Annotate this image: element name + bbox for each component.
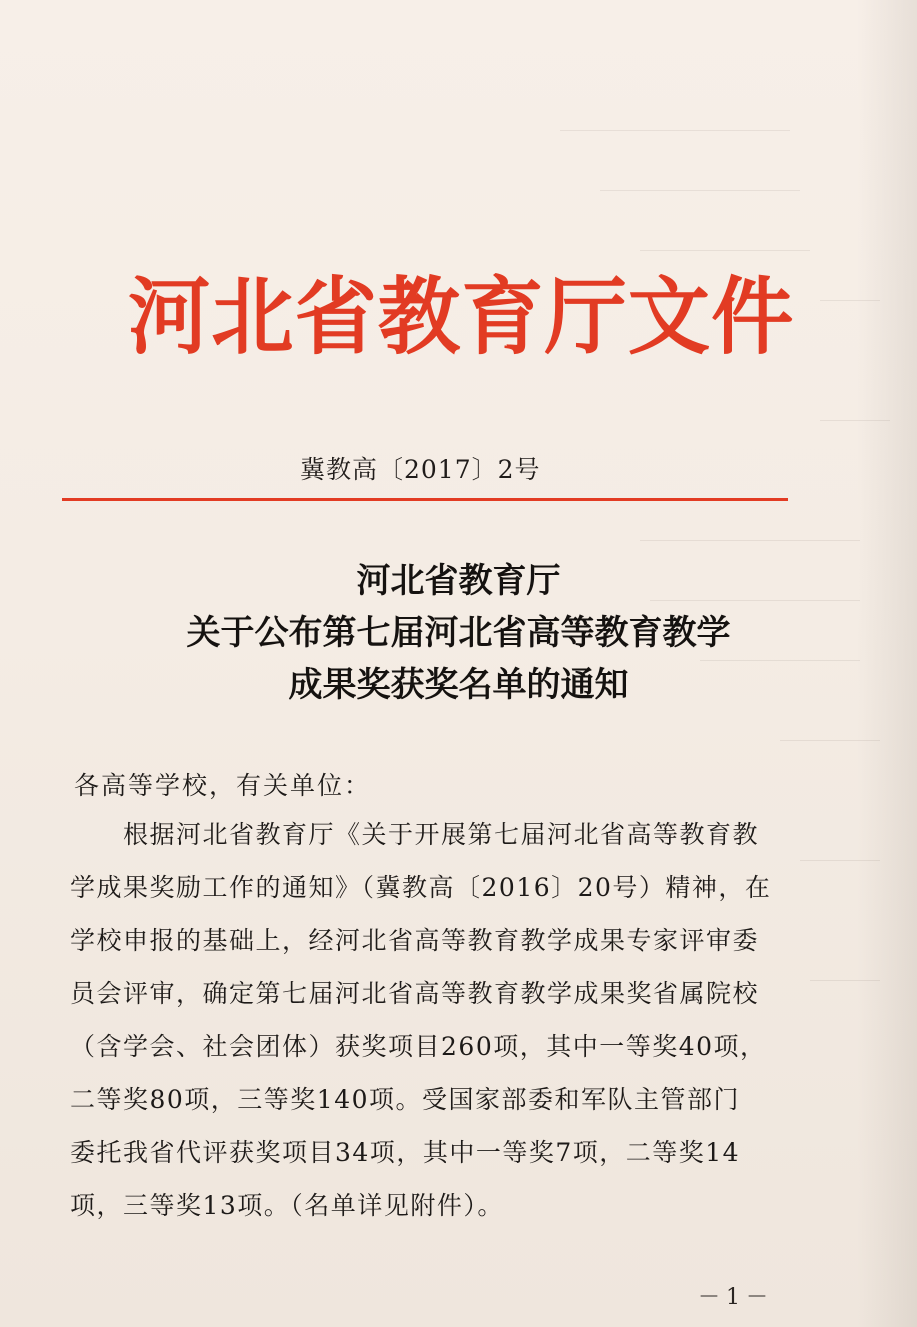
body-line: 委托我省代评获奖项目34项，其中一等奖7项，二等奖14 bbox=[70, 1138, 741, 1167]
body-line: 项，三等奖13项。（名单详见附件）。 bbox=[70, 1191, 504, 1220]
body-line: （含学会、社会团体）获奖项目260项，其中一等奖40项， bbox=[70, 1032, 767, 1061]
red-divider-line bbox=[62, 498, 788, 501]
notice-title bbox=[60, 555, 857, 711]
bleed-through-line bbox=[640, 540, 860, 541]
masthead-title: 河北省教育厅文件 bbox=[128, 268, 795, 366]
bleed-through-line bbox=[600, 190, 800, 191]
body-line: 二等奖80项，三等奖140项。受国家部委和军队主管部门 bbox=[70, 1085, 741, 1114]
page-number: －1－ bbox=[698, 1285, 774, 1310]
salutation: 各高等学校，有关单位： bbox=[74, 771, 372, 800]
title-line-3: 成果奖获奖名单的通知 bbox=[288, 665, 629, 705]
title-line-1: 河北省教育厅 bbox=[356, 561, 561, 601]
document-number: 冀教高〔2017〕2号 bbox=[300, 455, 541, 484]
body-line: 学校申报的基础上，经河北省高等教育教学成果专家评审委 bbox=[70, 926, 760, 955]
bleed-through-line bbox=[640, 250, 810, 251]
bleed-through-line bbox=[560, 130, 790, 131]
body-paragraph bbox=[70, 808, 790, 1232]
page-edge-shadow bbox=[857, 0, 917, 1327]
title-line-2: 关于公布第七届河北省高等教育教学 bbox=[186, 613, 731, 653]
body-line: 员会评审，确定第七届河北省高等教育教学成果奖省属院校 bbox=[70, 979, 760, 1008]
body-line: 学成果奖励工作的通知》（冀教高〔2016〕20号）精神，在 bbox=[70, 873, 772, 902]
body-line: 根据河北省教育厅《关于开展第七届河北省高等教育教 bbox=[70, 820, 760, 849]
